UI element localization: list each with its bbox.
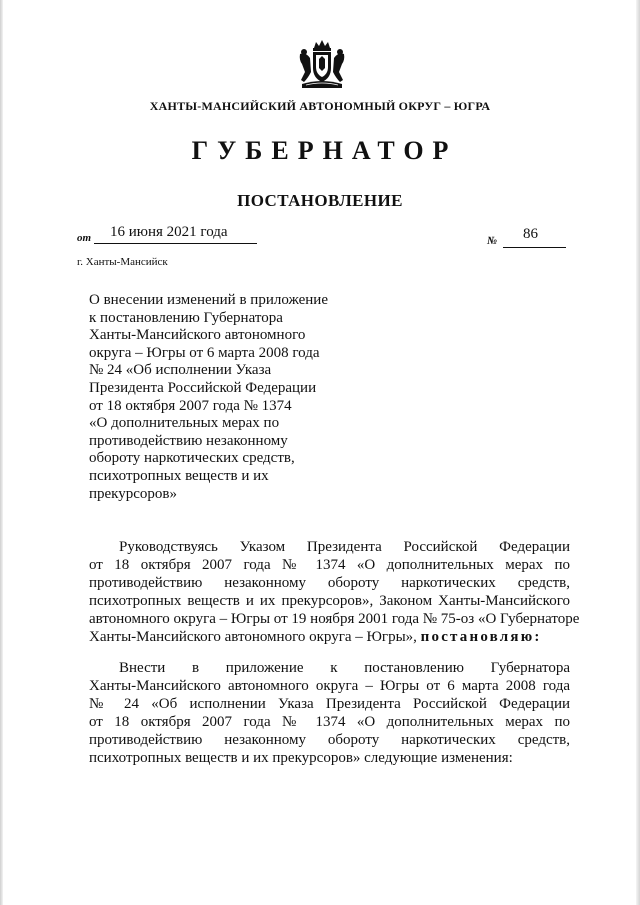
- paragraph-line: Внести в приложение к постановлению Губернатора: [119, 660, 570, 676]
- paragraph-line: от 18 октября 2007 года № 1374 «О дополнительных мерах по: [89, 557, 570, 573]
- subject-line: округа – Югры от 6 марта 2008 года: [89, 344, 320, 361]
- paragraph-line-final: [89, 628, 570, 646]
- paragraph-line: от 18 октября 2007 года № 1374 «О дополнительных мерах по: [89, 714, 570, 730]
- coat-of-arms-emblem: [296, 38, 348, 90]
- subject-line: Ханты-Мансийского автономного: [89, 327, 306, 344]
- document-type-title: ПОСТАНОВЛЕНИЕ: [237, 191, 403, 210]
- subject-line: к постановлению Губернатора: [89, 309, 283, 326]
- date-prefix: от: [77, 232, 92, 244]
- date-underline: [94, 243, 257, 244]
- subject-line: обороту наркотических средств,: [89, 450, 295, 467]
- authority-title: ГУБЕРНАТОР: [191, 136, 458, 165]
- subject-line: прекурсоров»: [89, 485, 178, 502]
- subject-line: «О дополнительных мерах по: [89, 415, 280, 432]
- paragraph-line: психотропных веществ и их прекурсоров» следующие изменения:: [89, 750, 513, 766]
- subject-line: от 18 октября 2007 года № 1374: [89, 397, 292, 414]
- paragraph-line: № 24 «Об исполнении Указа Президента Российской Федерации: [89, 696, 570, 712]
- paragraph-line: автономного округа – Югры от 19 ноября 2001 года № 75-оз «О Губернаторе: [89, 611, 580, 627]
- paragraph-line: Руководствуясь Указом Президента Российской Федерации: [119, 539, 570, 555]
- number-prefix: №: [487, 235, 498, 247]
- number-underline: [503, 247, 566, 248]
- decree-subject: [89, 292, 339, 503]
- operative-paragraph: [89, 659, 570, 767]
- preamble-paragraph: [89, 538, 580, 646]
- paragraph-line-text: Ханты-Мансийского автономного округа – Югры»,: [89, 629, 417, 645]
- subject-line: Президента Российской Федерации: [89, 379, 317, 396]
- subject-line: психотропных веществ и их: [89, 467, 269, 484]
- paragraph-line: противодействию незаконному обороту наркотических средств,: [89, 732, 570, 748]
- paragraph-line: противодействию незаконному обороту наркотических средств,: [89, 575, 570, 591]
- region-heading: ХАНТЫ-МАНСИЙСКИЙ АВТОНОМНЫЙ ОКРУГ – ЮГРА: [149, 99, 491, 113]
- document-number: 86: [523, 226, 538, 242]
- paragraph-line: Ханты-Мансийского автономного округа – Югры от 6 марта 2008 года: [89, 678, 570, 694]
- paragraph-line: психотропных веществ и их прекурсоров», Законом Ханты-Мансийского: [89, 593, 570, 609]
- resolution-word: постановляю:: [420, 629, 542, 645]
- subject-line: № 24 «Об исполнении Указа: [89, 362, 272, 379]
- document-date: 16 июня 2021 года: [110, 224, 228, 240]
- subject-line: противодействию незаконному: [89, 432, 288, 449]
- city-line: г. Ханты-Мансийск: [77, 256, 168, 268]
- subject-line: О внесении изменений в приложение: [89, 292, 328, 308]
